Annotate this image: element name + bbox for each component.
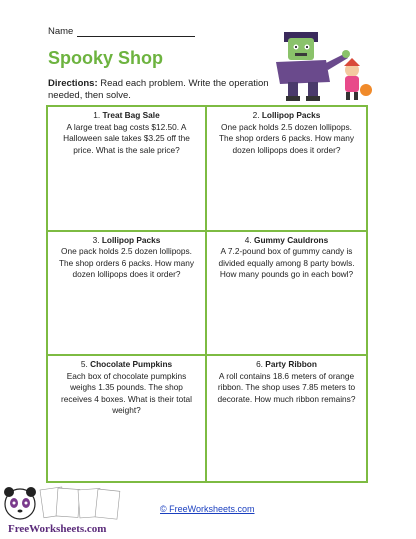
problem-number: 4. xyxy=(244,234,252,245)
problem-title: Lollipop Packs xyxy=(101,234,161,245)
page-title: Spooky Shop xyxy=(48,48,164,68)
problem-text: A 7.2-pound box of gummy candy is divided equally among 8 party bowls. How many pounds go in each bowl? xyxy=(218,246,355,280)
problem-number: 1. xyxy=(93,110,101,120)
problem-title: Chocolate Pumpkins xyxy=(90,359,173,370)
problem-cell-5 xyxy=(48,356,207,481)
problem-number: 2. xyxy=(252,110,260,120)
problem-cell-3 xyxy=(48,232,207,357)
problem-text: Each box of chocolate pumpkins weighs 1.35 pounds. The shop receives 4 boxes. What is their total weight? xyxy=(61,370,192,416)
problem-text: One pack holds 2.5 dozen lollipops. The shop orders 6 packs. How many dozen lollipops does it order? xyxy=(218,121,355,155)
pumpkin-bucket xyxy=(360,84,372,96)
kid-body xyxy=(345,76,359,92)
problem-cell-1 xyxy=(48,107,207,232)
monster-body xyxy=(276,60,330,84)
problem-cell-2 xyxy=(207,107,366,232)
monster-head xyxy=(288,38,314,60)
problem-text: A roll contains 18.6 meters of orange ribbon. The shop uses 7.85 meters to decorate. How much ribbon remains? xyxy=(217,370,356,404)
freeworksheets-logo xyxy=(0,484,140,539)
problem-text: One pack holds 2.5 dozen lollipops. The shop orders 6 packs. How many dozen lollipops does it order? xyxy=(58,246,195,280)
name-line xyxy=(77,26,195,37)
problem-text: A large treat bag costs $12.50. A Halloween sale takes $3.25 off the price. What is the sale price? xyxy=(63,121,190,155)
directions-text: Read each problem. Write the operation needed, then solve. xyxy=(48,78,269,101)
name-label: Name xyxy=(48,26,74,37)
problem-cell-6 xyxy=(207,356,366,481)
problem-title: Lollipop Packs xyxy=(261,110,321,120)
logo-text: FreeWorksheets.com xyxy=(8,523,107,535)
name-row xyxy=(48,26,195,37)
directions-label: Directions: xyxy=(48,78,98,89)
problem-cell-4 xyxy=(207,232,366,357)
freeworksheets-link[interactable]: © FreeWorksheets.com xyxy=(160,504,255,514)
problem-title: Treat Bag Sale xyxy=(102,110,160,120)
problem-number: 6. xyxy=(256,359,263,370)
halloween-clipart xyxy=(266,24,376,102)
problem-number: 3. xyxy=(92,234,100,245)
problem-number: 5. xyxy=(80,359,88,370)
problem-title: Party Ribbon xyxy=(265,359,317,370)
problem-title: Gummy Cauldrons xyxy=(254,234,329,245)
problem-grid xyxy=(46,105,368,483)
directions xyxy=(48,78,278,102)
